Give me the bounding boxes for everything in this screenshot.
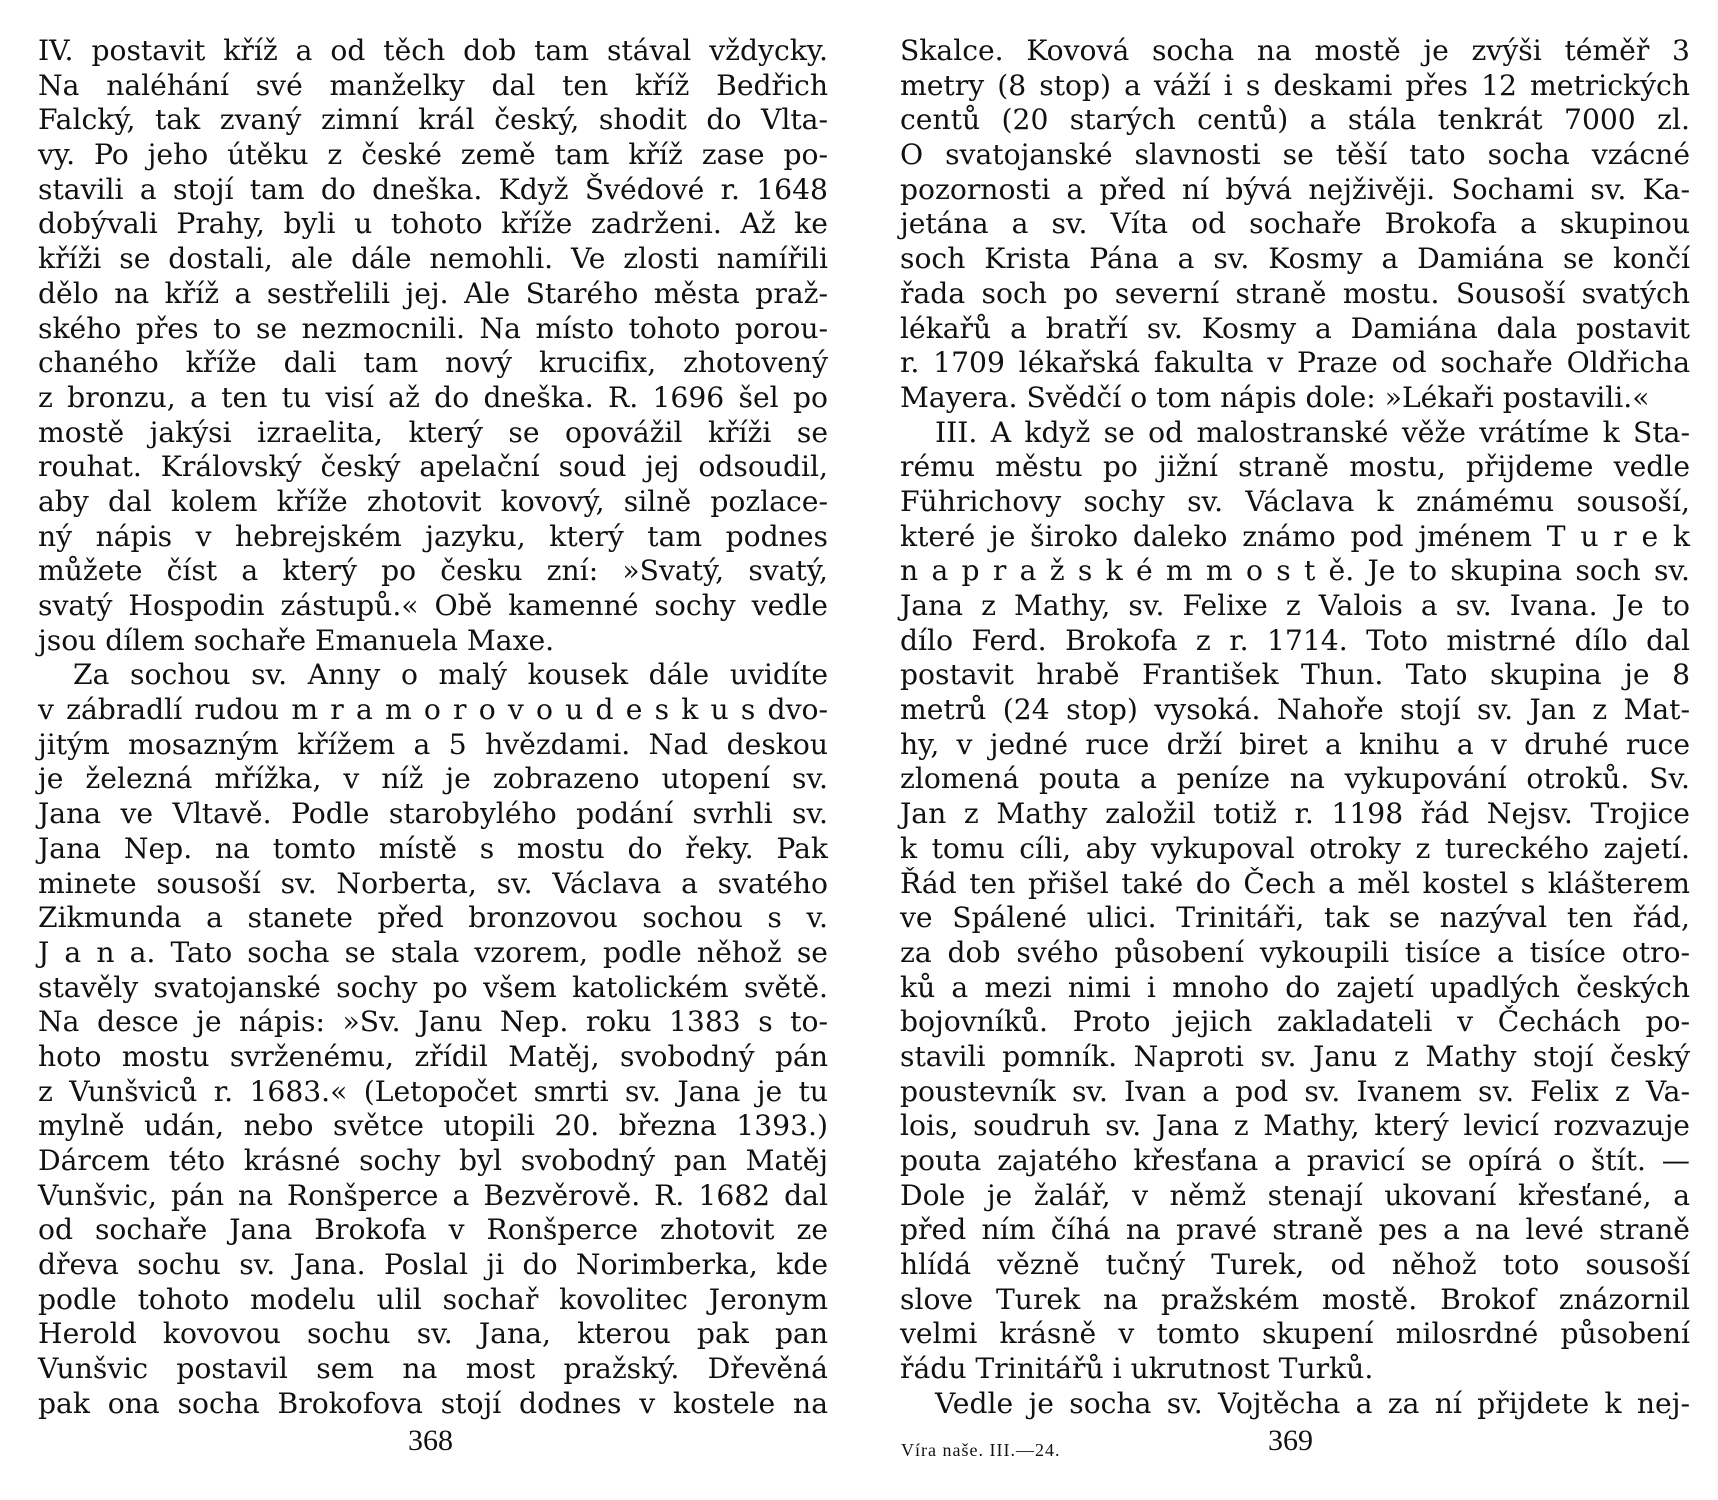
text-line: pouta zajatého křesťana a pravicí se opírá o štít. — — [900, 1144, 1690, 1177]
text-line: IV. postavit kříž a od těch dob tam stával vždycky. — [38, 34, 828, 67]
text-line: ve Spálené ulici. Trinitáři, tak se nazýval ten řád, — [900, 901, 1690, 935]
text-line: Führichovy sochy sv. Václava k známému sousoší, — [900, 484, 1690, 518]
text-line: O svatojanské slavnosti se těší tato socha vzácné — [900, 138, 1690, 172]
text-line: bojovníků. Proto jejich zakladateli v Čechách po- — [900, 1005, 1690, 1039]
text-line: od sochaře Jana Brokofa v Ronšperce zhotovit ze — [38, 1213, 828, 1247]
text-line: které je široko daleko známo pod jménem T u r e k — [900, 519, 1690, 553]
text-line: mylně udán, nebo světce utopili 20. března 1393.) — [38, 1109, 828, 1143]
right-page-text — [900, 34, 1690, 1422]
text-line: n a p r a ž s k é m m o s t ě. Je to skupina soch sv. — [900, 554, 1690, 588]
text-line: je železná mřížka, v níž je zobrazeno utopení sv. — [38, 762, 828, 796]
text-line: Herold kovovou sochu sv. Jana, kterou pak pan — [38, 1317, 828, 1351]
text-line: k tomu cíli, aby vykupoval otroky z tureckého zajetí. — [900, 831, 1690, 865]
text-line: dřeva sochu sv. Jana. Poslal ji do Norimberka, kde — [38, 1248, 828, 1282]
text-line: postavit hrabě František Thun. Tato skupina je 8 — [900, 658, 1690, 692]
text-line: ků a mezi nimi i mnoho do zajetí upadlých českých — [900, 970, 1690, 1004]
text-line: Zikmunda a stanete před bronzovou sochou s v. — [38, 901, 828, 935]
text-line: jitým mosazným křížem a 5 hvězdami. Nad deskou — [38, 727, 828, 761]
text-line: rému městu po jižní straně mostu, přijdeme vedle — [900, 450, 1690, 484]
text-line: mostě jakýsi izraelita, který se opovážil kříži se — [38, 415, 828, 449]
text-line: za dob svého působení vykoupili tisíce a tisíce otro- — [900, 935, 1690, 969]
text-line: z bronzu, a ten tu visí až do dneška. R. 1696 šel po — [38, 380, 828, 414]
text-line: z Vunšviců r. 1683.« (Letopočet smrti sv. Jana je tu — [38, 1074, 828, 1108]
left-page — [38, 34, 828, 1422]
text-line: řádu Trinitářů i ukrutnost Turků. — [900, 1352, 1374, 1386]
text-line: lois, soudruh sv. Jana z Mathy, který levicí rozvazuje — [900, 1109, 1690, 1143]
text-line: Vunšvic, pán na Ronšperce a Bezvěrově. R. 1682 dal — [38, 1178, 828, 1212]
text-line: Dole je žalář, v němž stenají ukovaní křesťané, a — [900, 1178, 1690, 1212]
text-line: minete sousoší sv. Norberta, sv. Václava a svatého — [38, 866, 828, 900]
text-line: metry (8 stop) a váží i s deskami přes 12 metrických — [900, 68, 1690, 102]
text-line: centů (20 starých centů) a stála tenkrát 7000 zl. — [900, 103, 1690, 137]
text-line: metrů (24 stop) vysoká. Nahoře stojí sv. Jan z Mat- — [900, 693, 1690, 727]
text-line: jsou dílem sochaře Emanuela Maxe. — [38, 623, 555, 657]
text-line: Skalce. Kovová socha na mostě je zvýši téměř 3 — [900, 34, 1690, 67]
text-line: III. A když se od malostranské věže vrátíme k Sta- — [935, 415, 1690, 449]
text-line: aby dal kolem kříže zhotovit kovový, silně pozlace- — [38, 484, 828, 518]
text-line: Jana Nep. na tomto místě s mostu do řeky. Pak — [38, 831, 828, 865]
text-line: chaného kříže dali tam nový krucifix, zhotovený — [38, 346, 828, 380]
text-line: hlídá vězně tučný Turek, od něhož toto sousoší — [900, 1248, 1690, 1282]
text-line: Jan z Mathy založil totiž r. 1198 řád Nejsv. Trojice — [900, 797, 1690, 831]
text-line: před ním číhá na pravé straně pes a na levé straně — [900, 1213, 1690, 1247]
text-line: r. 1709 lékařská fakulta v Praze od sochaře Oldřicha — [900, 346, 1690, 380]
text-line: hoto mostu svrženému, zřídil Matěj, svobodný pán — [38, 1039, 828, 1073]
text-line: pozornosti a před ní bývá nejživěji. Sochami sv. Ka- — [900, 172, 1690, 206]
text-line: můžete číst a který po česku zní: »Svatý, svatý, — [38, 554, 828, 588]
text-line: Na naléhání své manželky dal ten kříž Bedřich — [38, 68, 828, 102]
text-line: Řád ten přišel také do Čech a měl kostel s klášterem — [900, 866, 1690, 900]
text-line: lékařů a bratří sv. Kosmy a Damiána dala postavit — [900, 311, 1690, 345]
right-page — [900, 34, 1690, 1422]
text-line: stavěly svatojanské sochy po všem katolickém světě. — [38, 970, 828, 1004]
text-line: dílo Ferd. Brokofa z r. 1714. Toto mistrné dílo dal — [900, 623, 1690, 657]
text-line: zlomená pouta a peníze na vykupování otroků. Sv. — [900, 762, 1690, 796]
text-line: Falcký, tak zvaný zimní král český, shodit do Vlta- — [38, 103, 828, 137]
text-line: vy. Po jeho útěku z české země tam kříž zase po- — [38, 138, 828, 172]
text-line: Na desce je nápis: »Sv. Janu Nep. roku 1383 s to- — [38, 1005, 828, 1039]
text-line: dobývali Prahy, byli u tohoto kříže zadrženi. Až ke — [38, 207, 828, 241]
text-line: stavili a stojí tam do dneška. Když Švédové r. 1648 — [38, 172, 828, 206]
text-line: J a n a. Tato socha se stala vzorem, podle něhož se — [38, 935, 828, 969]
text-line: dělo na kříž a sestřelili jej. Ale Starého města praž- — [38, 276, 828, 310]
text-line: soch Krista Pána a sv. Kosmy a Damiána se končí — [900, 242, 1690, 276]
text-line: stavili pomník. Naproti sv. Janu z Mathy stojí český — [900, 1039, 1690, 1073]
text-line: Dárcem této krásné sochy byl svobodný pan Matěj — [38, 1144, 828, 1177]
text-line: jetána a sv. Víta od sochaře Brokofa a skupinou — [900, 207, 1690, 241]
text-line: Jana z Mathy, sv. Felixe z Valois a sv. Ivana. Je to — [900, 589, 1690, 622]
text-line: hy, v jedné ruce drží biret a knihu a v druhé ruce — [900, 727, 1690, 761]
text-line: pak ona socha Brokofova stojí dodnes v kostele na — [38, 1386, 828, 1420]
text-line: v zábradlí rudou m r a m o r o v o u d e s k u s dvo- — [38, 693, 828, 727]
text-line: kříži se dostali, ale dále nemohli. Ve zlosti namířili — [38, 242, 828, 276]
text-line: Mayera. Svědčí o tom nápis dole: »Lékaři postavili.« — [900, 380, 1650, 414]
right-page-number: 369 — [1268, 1424, 1313, 1457]
text-line: podle tohoto modelu ulil sochař kovolitec Jeronym — [38, 1282, 828, 1316]
text-line: řada soch po severní straně mostu. Sousoší svatých — [900, 276, 1690, 310]
text-line: Vedle je socha sv. Vojtěcha a za ní přijdete k nej- — [935, 1386, 1690, 1420]
text-line: rouhat. Královský český apelační soud jej odsoudil, — [38, 450, 828, 484]
text-line: Jana ve Vltavě. Podle starobylého podání svrhli sv. — [38, 797, 828, 831]
text-line: svatý Hospodin zástupů.« Obě kamenné sochy vedle — [38, 589, 828, 622]
printer-signature: Víra naše. III.—24. — [901, 1440, 1061, 1460]
text-line: velmi krásně v tomto skupení milosrdné působení — [900, 1317, 1690, 1351]
text-line: ný nápis v hebrejském jazyku, který tam podnes — [38, 519, 828, 553]
text-line: slove Turek na pražském mostě. Brokof znázornil — [900, 1282, 1690, 1316]
left-page-text — [38, 34, 828, 1422]
text-line: Za sochou sv. Anny o malý kousek dále uvidíte — [73, 658, 828, 692]
text-line: poustevník sv. Ivan a pod sv. Ivanem sv. Felix z Va- — [900, 1074, 1690, 1108]
text-line: Vunšvic postavil sem na most pražský. Dřevěná — [38, 1352, 828, 1386]
left-page-number: 368 — [408, 1424, 453, 1457]
text-line: ského přes to se nezmocnili. Na místo tohoto porou- — [38, 311, 828, 345]
